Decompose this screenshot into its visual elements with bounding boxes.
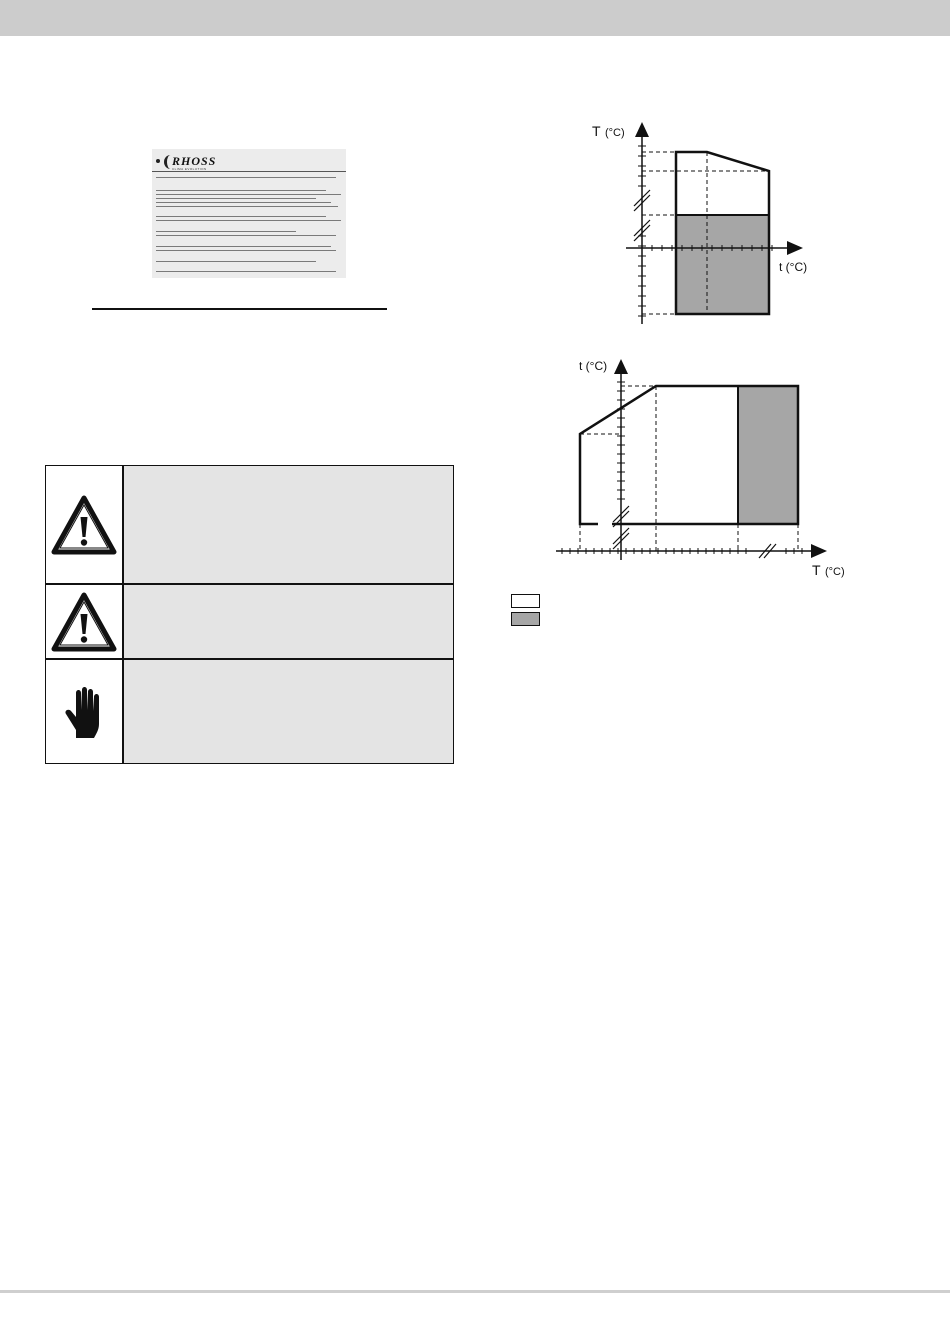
safety-icon-cell xyxy=(46,660,124,763)
operating-limits-chart-bottom xyxy=(550,352,850,582)
logo-brand-text: RHOSS xyxy=(172,154,217,168)
safety-text-cell xyxy=(124,585,453,658)
rhoss-logo xyxy=(156,153,276,171)
safety-icon-cell xyxy=(46,585,124,658)
plate-print-line xyxy=(156,177,336,178)
safety-text-cell xyxy=(124,466,453,583)
warning-triangle-icon xyxy=(51,592,117,652)
plate-print-line xyxy=(156,220,341,221)
plate-print-line xyxy=(156,231,296,232)
y-axis-label: t (°C) xyxy=(579,359,608,373)
legend-swatch-white xyxy=(511,594,540,608)
logo-brand-subtitle: CLIMA EVOLUTION xyxy=(172,167,207,171)
plate-header-line xyxy=(152,171,346,172)
x-axis-label: t (°C) xyxy=(779,260,808,274)
safety-row-warning xyxy=(46,585,453,660)
plate-print-line xyxy=(156,202,331,203)
rating-plate-image xyxy=(152,149,346,278)
stop-hand-icon xyxy=(62,684,106,740)
x-axis-unit: (°C) xyxy=(825,566,845,578)
plate-print-line xyxy=(156,271,336,272)
safety-icon-cell xyxy=(46,466,124,583)
safety-symbols-table xyxy=(45,465,454,764)
y-axis-label: T xyxy=(592,123,601,139)
x-axis-arrow xyxy=(787,241,803,255)
y-axis-unit: (°C) xyxy=(605,127,625,139)
x-axis-arrow xyxy=(811,544,827,558)
y-axis-arrow xyxy=(614,359,628,374)
page-footer-rule xyxy=(0,1290,950,1293)
warning-triangle-icon xyxy=(51,495,117,555)
legend-swatch-gray xyxy=(511,612,540,626)
plate-print-line xyxy=(156,216,326,217)
safety-row-danger xyxy=(46,466,453,585)
operating-limits-chart-top xyxy=(580,115,820,330)
safety-text-cell xyxy=(124,660,453,763)
plate-print-line xyxy=(156,235,336,236)
plate-print-line xyxy=(156,206,338,207)
section-underline xyxy=(92,308,387,310)
region-gray xyxy=(676,215,769,314)
logo-dot xyxy=(156,159,160,163)
x-axis-label: T xyxy=(812,562,821,578)
plate-print-line xyxy=(156,261,316,262)
plate-print-line xyxy=(156,194,341,195)
region-gray xyxy=(738,386,798,524)
y-axis-arrow xyxy=(635,122,649,137)
safety-row-prohibition xyxy=(46,660,453,763)
page-header-bar xyxy=(0,0,950,36)
plate-print-line xyxy=(156,190,326,191)
plate-print-line xyxy=(156,250,336,251)
plate-print-line xyxy=(156,198,316,199)
plate-print-line xyxy=(156,246,331,247)
